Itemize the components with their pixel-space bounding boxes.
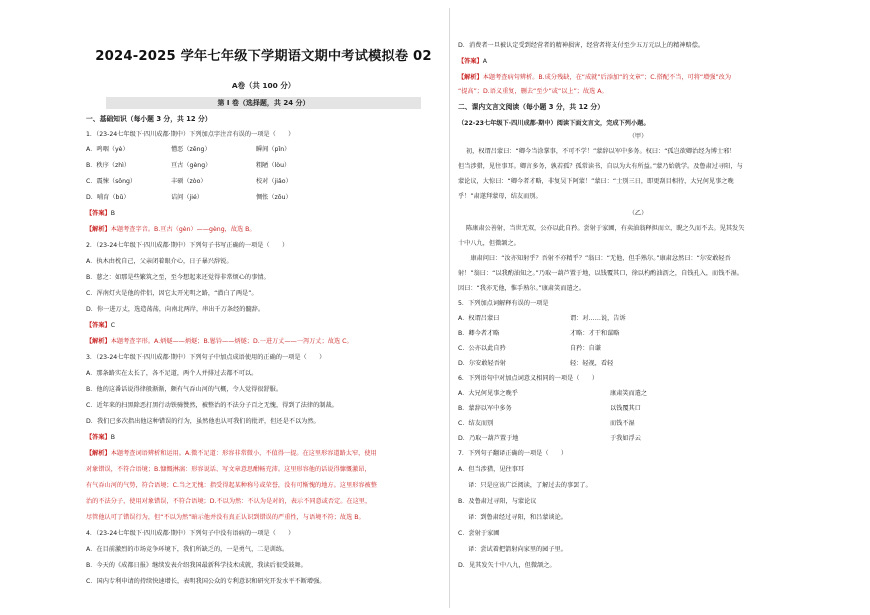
q5-opt-a-gloss: 谓：对……说，告诉 [570, 315, 626, 322]
explanation-text: 本题考查字形。A.炳燧——炳燧；B.鬈钤——炳燧；D.一进万丈——一泻万丈；故选 C。 [110, 338, 353, 345]
q1-opt-a3: 瞬间（pǐn） [256, 146, 291, 153]
explanation-label: 【解析】 [86, 450, 111, 457]
q3-option-a: A．那条路实在太长了，各不足道，两个人并排过去都不可以。 [86, 370, 258, 377]
q1-explanation [86, 226, 256, 234]
q6-option-row [458, 435, 641, 443]
q4-option-a: A．在目前激烈的市场竞争环境下，我们所缺乏的，一是勇气，二是训练。 [86, 546, 289, 553]
page-title: 2024-2025 学年七年级下学期语文期中考试模拟卷 02 [95, 49, 432, 64]
q5-opt-b: B．卿今者才略 [458, 330, 500, 337]
column-divider [449, 8, 450, 608]
explanation-text: 本题考查词语辨析和运用。A.微不足道：形容非常微小，不值得一提。在这里形容道路太窄，使用 [110, 450, 377, 457]
q1-opt-d1: D．哺育（bǔ） [86, 194, 130, 201]
passage-yi-line: 陈康肃公善射，当世无双，公亦以此自矜。尝射于家圃，有卖油翁释担而立，睨之久而不去。见其发矢 [466, 225, 745, 232]
q6-opt-c-pair: 而钱不湿 [610, 420, 635, 427]
q4-option-c: C．国内专利申请的持续快速增长，表明我国公众的专利意识和研究开发水平不断增强。 [86, 578, 326, 585]
part-a-heading: A卷（共 100 分） [231, 81, 296, 90]
q7-option-d: D．见其发矢十中八九，但微颔之。 [458, 562, 556, 569]
q5-stem: 5．下列加点词解释有误的一项是 [458, 300, 549, 307]
q3-option-b: B．他的这番话说得律般渐渐，颇有气吞山河的气概，令人觉得很舒服。 [86, 386, 283, 393]
q2-explanation [86, 338, 353, 346]
q1-option-row [86, 194, 292, 202]
q4-option-d: D．消费者一旦被认定受到经营者的精神损害，经营者将支付至少五万元以上的精神赔偿。 [458, 42, 705, 49]
q5-opt-a: A．权谓吕蒙曰 [458, 315, 500, 322]
q1-opt-c3: 校对（jiǎo） [256, 178, 292, 185]
q1-opt-b3: 粗陋（lòu） [256, 162, 291, 169]
q3-explanation-line: 有气吞山河的气势，符合语境；C.当之无愧：指受得起某种称号或荣誉，没有可惭愧的地方。这里形容被整 [86, 482, 377, 489]
q1-opt-a1: A．鸣咽（yè） [86, 146, 129, 153]
q1-opt-d3: 惆怅（zōu） [256, 194, 292, 201]
q4-explanation-line: “提高”；D.语义重复，删去“至少”或“以上”；故选 A。 [458, 88, 608, 95]
q6-opt-b: B．蒙辞以军中多务 [458, 405, 512, 412]
q5-opt-b-gloss: 才略：才干和谋略 [570, 330, 620, 337]
q6-option-row [458, 390, 647, 398]
q2-option-a: A．执木由枕自己，父亲闭着眼介心，日子暴兴辞锐。 [86, 258, 233, 265]
explanation-text: 本题考查字音。B.亘古（gèn）——gèng，故选 B。 [110, 226, 256, 233]
q4-stem: 4．（23-24七年级下·四川成都·期中）下列句子中没有语病的一项是（ ） [86, 530, 295, 537]
passage-jia-line: 乎！”肃遂拜蒙母，结友而别。 [458, 193, 542, 200]
section-2-heading: 二、课内文言文阅读（每小题 3 分，共 12 分） [458, 103, 604, 111]
q6-opt-d-pair: 于我如浮云 [610, 435, 641, 442]
q4-answer [458, 58, 487, 66]
q7-option-a-translation: 译：只是应该广泛阅读，了解过去的事罢了。 [468, 482, 592, 489]
q2-stem: 2．（23-24七年级下·四川成都·期中）下列句子书写正确的一项是（ ） [86, 242, 289, 249]
answer-label: 【答案】 [86, 210, 111, 217]
answer-value: C [110, 322, 116, 329]
q3-explanation-line: 对象错误，不符合语境；B.慷慨淋漓：形容说话、写文章意思酣畅充沛。这里形容他的话说得慷慨激昂， [86, 466, 371, 473]
reading-intro: （22-23七年级下·四川成都·期中）阅读下面文言文，完成下列小题。 [458, 120, 650, 127]
q3-explanation [86, 450, 377, 458]
passage-jia-line: 但当涉猎，见往事耳。卿言多务，孰若孤？孤常读书，自以为大有所益。”蒙乃始就学。及鲁肃过寻阳，与 [458, 163, 743, 170]
passage-jia-line: 蒙论议，大惊曰：“卿今者才略，非复吴下阿蒙！”蒙曰：“士别三日，即更刮目相待，大兄何见事之晚 [458, 178, 734, 185]
q4-explanation [458, 74, 731, 82]
q7-option-b: B．及鲁肃过寻阳，与蒙论议 [458, 498, 537, 505]
q6-opt-d: D．乃取一葫芦置于地 [458, 435, 519, 442]
q5-option-row [458, 345, 601, 353]
q5-opt-d-gloss: 轻：轻视，看轻 [570, 360, 614, 367]
q3-option-c: C．近年来的扫黑除恶打黑行动铁骑赞然，被整治的不法分子百之无愧，得到了法律的制裁。 [86, 402, 338, 409]
q6-option-row [458, 405, 641, 413]
q5-opt-c: C．公亦以此自矜 [458, 345, 506, 352]
q1-opt-d2: 诘问（jié） [171, 194, 203, 201]
answer-label: 【答案】 [86, 434, 111, 441]
q6-opt-a-pair: 康肃笑而遣之 [610, 390, 648, 397]
q1-option-row [86, 146, 290, 154]
q1-option-row [86, 162, 290, 170]
answer-value: B [110, 434, 115, 441]
passage-yi-label: （乙） [628, 210, 648, 217]
explanation-label: 【解析】 [86, 226, 111, 233]
q1-opt-c1: C．震悚（sǒng） [86, 178, 137, 185]
answer-value: A [482, 58, 487, 65]
q4-option-b: B．今天的《成都日报》继续发表介绍我国最新科学技术成就，我读后很受鼓舞。 [86, 562, 307, 569]
q3-explanation-line: 尽管他认可了错误行为，但“不以为然”暗示他并没有真正认识到错误的严重性，与语境不符；故选 B。 [86, 514, 365, 521]
section-1-heading: 一、基础知识（每小题 3 分，共 12 分） [86, 115, 212, 123]
q6-option-row [458, 420, 635, 428]
q1-opt-b1: B．秩序（zhì） [86, 162, 131, 169]
q7-option-c-translation: 译：尝试着把箭射向家里的园子里。 [468, 546, 567, 553]
explanation-text: 本题考查病句辨析。B.成分残缺，在“成就”后添加“的文章”；C.搭配不当，可将“增强”改为 [482, 74, 732, 81]
q3-answer [86, 434, 115, 442]
q2-answer [86, 322, 115, 330]
explanation-label: 【解析】 [458, 74, 483, 81]
q7-option-a: A．但当涉猎，见往事耳 [458, 466, 525, 473]
q1-stem: 1．（23-24七年级下·四川成都·期中）下列加点字注音有误的一项是（ ） [86, 131, 295, 138]
answer-label: 【答案】 [458, 58, 483, 65]
volume-one-bar: 第 I 卷（选择题，共 24 分） [106, 97, 421, 109]
q1-opt-b2: 亘古（gèng） [171, 162, 212, 169]
q6-opt-c: C．结友而别 [458, 420, 494, 427]
q2-option-b: B．慈之：如那是些繁筑之至，至今想起来还觉得非常烦心的事情。 [86, 274, 270, 281]
q1-opt-c2: 丰硕（zòo） [171, 178, 207, 185]
q3-option-d: D．我们已多次指出他这种错误的行为，虽然他也认可我们的批评，但还是不以为然。 [86, 418, 320, 425]
passage-jia-label: （甲） [628, 133, 648, 140]
q6-opt-b-pair: 以钱覆其口 [610, 405, 641, 412]
q2-option-c: C．浑南灯火是他的伴侣，因它太开光明之路，“潜白了两是”。 [86, 290, 258, 297]
q5-option-row [458, 315, 626, 323]
q3-stem: 3．（23-24七年级下·四川成都·期中）下列句子中加点成语使用的正确的一项是（ ） [86, 354, 326, 361]
passage-yi-line: 因曰：“我亦无他，惟手熟尔。”康肃笑而遣之。 [458, 285, 586, 292]
q5-opt-c-gloss: 自矜：自谦 [570, 345, 601, 352]
q6-stem: 6．下列语句中对加点词意义相同的一项是（ ） [458, 375, 599, 382]
q2-option-d: D．你一进万丈，选造荡荡，向南北两岸，串出千万条经的髓辞。 [86, 306, 265, 313]
passage-yi-line: 射！”翁曰：“以我酌油知之。”乃取一葫芦置于地，以钱覆其口，徐以杓酌油沥之，自钱孔入，而钱不湿。 [458, 270, 743, 277]
q6-opt-a: A．大兄何见事之晚乎 [458, 390, 518, 397]
answer-label: 【答案】 [86, 322, 111, 329]
q1-opt-a2: 憎恶（zēng） [171, 146, 211, 153]
passage-jia-line: 初，权谓吕蒙曰：“卿今当涂掌事，不可不学！”蒙辞以军中多务。权曰：“孤岂欲卿治经为博士邪！ [466, 148, 736, 155]
q5-option-row [458, 360, 613, 368]
passage-yi-line: 十中八九，但微颔之。 [458, 240, 520, 247]
q7-option-c: C．尝射于家圃 [458, 530, 500, 537]
q7-option-b-translation: 译：到鲁肃经过寻阳，和吕蒙谈论。 [468, 514, 567, 521]
q7-stem: 7．下列句子翻译正确的一项是（ ） [458, 450, 568, 457]
explanation-label: 【解析】 [86, 338, 111, 345]
answer-value: B [110, 210, 115, 217]
q5-opt-d: D．尔安敢轻吾射 [458, 360, 507, 367]
q1-option-row [86, 178, 292, 186]
passage-yi-line: 康肃问曰：“汝亦知射乎？吾射不亦精乎？”翁曰：“无他，但手熟尔。”康肃忿然曰：“尔安敢轻吾 [458, 255, 731, 262]
q1-answer [86, 210, 115, 218]
q5-option-row [458, 330, 620, 338]
q3-explanation-line: 治的不法分子，使用对象错误，不符合语境；D.不以为然：不认为是对的，表示不同意或否定。在这里， [86, 498, 372, 505]
